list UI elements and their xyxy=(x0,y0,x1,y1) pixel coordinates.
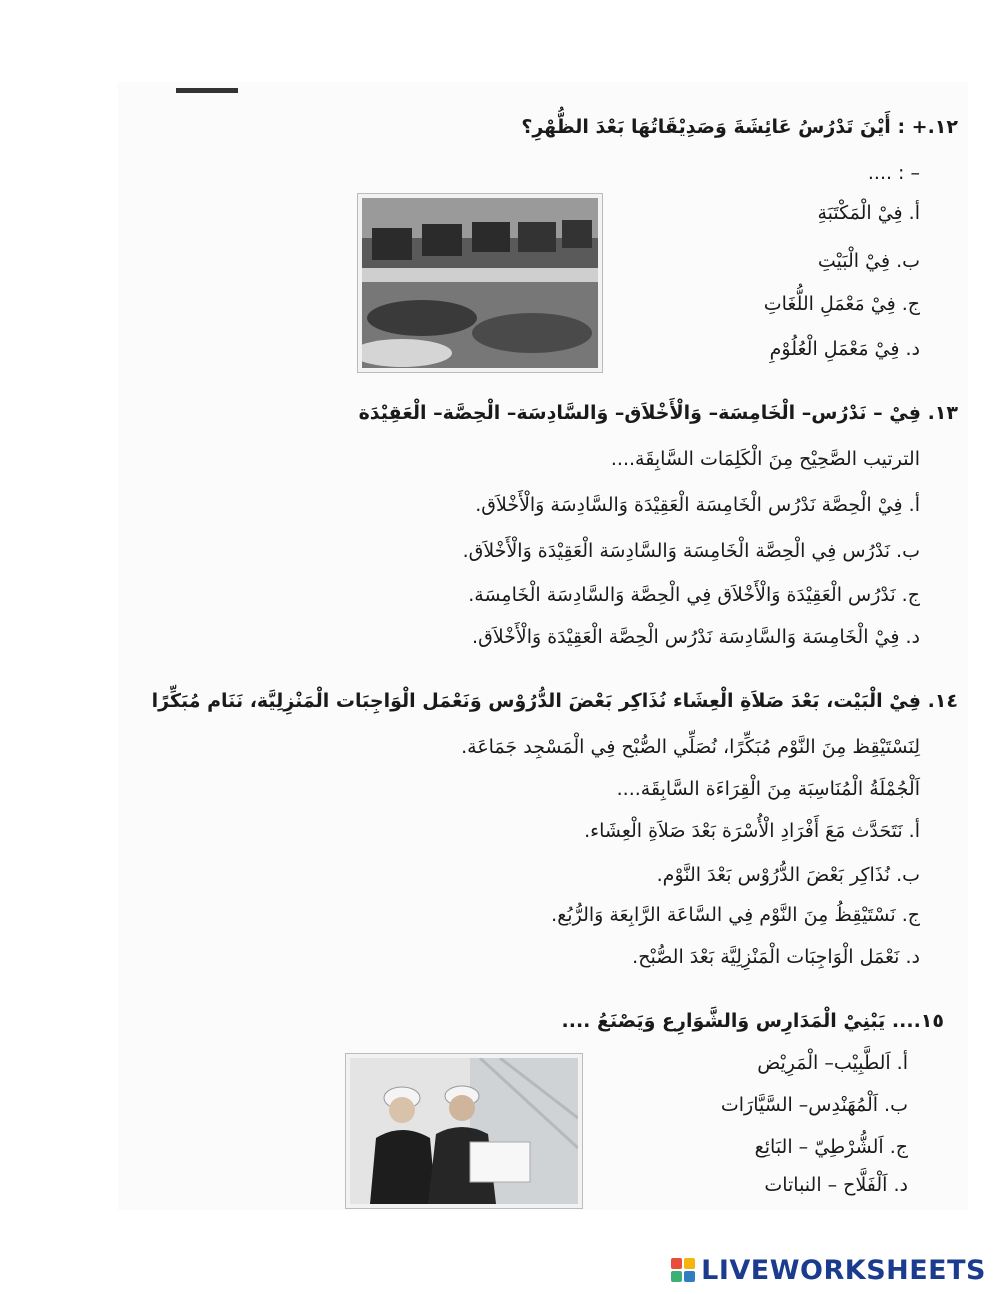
q14-passage-text: فِيْ الْبَيْت، بَعْدَ صَلاَةِ الْعِشَاء نُذَاكِر بَعْضَ الدُّرُوْس وَنَعْمَل الْوَاجِبَات الْمَنْزِلِيَّة، نَنَام مُبَكِّرًا xyxy=(151,690,921,712)
q14-passage-line2: لِنَسْتَيْقِظ مِنَ النَّوْم مُبَكِّرًا، نُصَلِّي الصُّبْح فِي الْمَسْجِد جَمَاعَة. xyxy=(461,736,920,758)
q12-option-b[interactable]: ب. فِيْ الْبَيْتِ xyxy=(817,250,920,272)
q14-option-a[interactable]: أ. نَتَحَدَّث مَعَ أَفْرَادِ الْأُسْرَة بَعْدَ صَلاَةِ الْعِشَاء. xyxy=(584,820,920,842)
q12-number: ١٢.+ : xyxy=(897,116,958,138)
q15-question xyxy=(562,1010,944,1032)
q13-option-b[interactable]: ب. نَدْرُس فِي الْحِصَّة الْخَامِسَة وَالسَّادِسَة الْعَقِيْدَة وَالْأَخْلاَق. xyxy=(462,540,920,562)
q12-text: أَيْنَ تَدْرُسُ عَائِشَةَ وَصَدِيْقَاتُهَا بَعْدَ الظُّهْرِ؟ xyxy=(521,116,891,138)
q13-option-c[interactable]: ج. نَدْرُس الْعَقِيْدَة وَالْأَخْلاَق فِي الْحِصَّة وَالسَّادِسَة الْخَامِسَة. xyxy=(468,584,920,606)
q14-option-b[interactable]: ب. نُذَاكِر بَعْضَ الدُّرُوْس بَعْدَ النَّوْم. xyxy=(656,864,920,886)
q14-passage-line1 xyxy=(152,690,958,712)
language-lab-photo xyxy=(358,194,602,372)
logo-square-red xyxy=(671,1258,682,1269)
brand-name: LIVEWORKSHEETS xyxy=(701,1254,986,1286)
q13-option-a[interactable]: أ. فِيْ الْحِصَّة نَدْرُس الْخَامِسَة الْعَقِيْدَة وَالسَّادِسَة وَالْأَخْلاَق. xyxy=(475,494,920,516)
q12-option-c[interactable]: ج. فِيْ مَعْمَلِ اللُّغَاتِ xyxy=(763,293,920,315)
q12-answer-line: – : .... xyxy=(867,162,920,184)
q13-option-d[interactable]: د. فِيْ الْخَامِسَة وَالسَّادِسَة نَدْرُس الْحِصَّة الْعَقِيْدَة وَالْأَخْلاَق. xyxy=(472,626,920,648)
q14-instruction: اَلْجُمْلَةُ الْمُنَاسِبَة مِنَ الْقِرَاءَة السَّابِقَة.... xyxy=(616,778,920,800)
top-divider xyxy=(176,88,238,93)
q15-option-a[interactable]: أ. اَلطَّبِيْب– الْمَرِيْض xyxy=(757,1052,908,1074)
q13-words: فِيْ – نَدْرُس– الْخَامِسَة– وَالْأَخْلاَق– وَالسَّادِسَة– الْحِصَّة– الْعَقِيْدَة xyxy=(358,402,921,424)
q15-option-c[interactable]: ج. اَلشُّرْطِيّ – البَائِع xyxy=(754,1136,908,1158)
q15-number: ١٥.... xyxy=(891,1010,944,1032)
q14-number: ١٤. xyxy=(927,690,958,712)
logo-square-blue xyxy=(684,1271,695,1282)
liveworksheets-logo[interactable] xyxy=(671,1252,986,1288)
q15-option-d[interactable]: د. اَلْفَلَّاح – النباتات xyxy=(764,1174,908,1196)
q15-text: يَبْنِيْ الْمَدَارِس وَالشَّوَارِع وَيَصْنَعُ .... xyxy=(561,1010,886,1032)
q13-number: ١٣. xyxy=(927,402,958,424)
q14-option-c[interactable]: ج. نَسْتَيْقِظُ مِنَ النَّوْم فِي السَّاعَة الرَّابِعَة وَالرُّبُع. xyxy=(551,904,920,926)
q13-instruction: الترتيب الصَّحِيْح مِنَ الْكَلِمَات السَّابِقَة.... xyxy=(610,448,920,470)
q14-option-d[interactable]: د. نَعْمَل الْوَاجِبَات الْمَنْزِلِيَّة بَعْدَ الصُّبْح. xyxy=(632,946,920,968)
engineers-image xyxy=(350,1058,578,1204)
q12-option-d[interactable]: د. فِيْ مَعْمَلِ الْعُلُوْمِ xyxy=(769,338,920,360)
q15-option-b[interactable]: ب. اَلْمُهَنْدِس– السَّيَّارَات xyxy=(720,1094,908,1116)
engineers-photo xyxy=(346,1054,582,1208)
q13-question xyxy=(359,402,958,424)
computer-lab-image xyxy=(362,198,598,368)
logo-square-yellow xyxy=(684,1258,695,1269)
q12-question xyxy=(521,116,958,138)
logo-mark-icon xyxy=(671,1258,695,1282)
q12-option-a[interactable]: أ. فِيْ الْمَكْتَبَةِ xyxy=(817,202,920,224)
logo-square-green xyxy=(671,1271,682,1282)
